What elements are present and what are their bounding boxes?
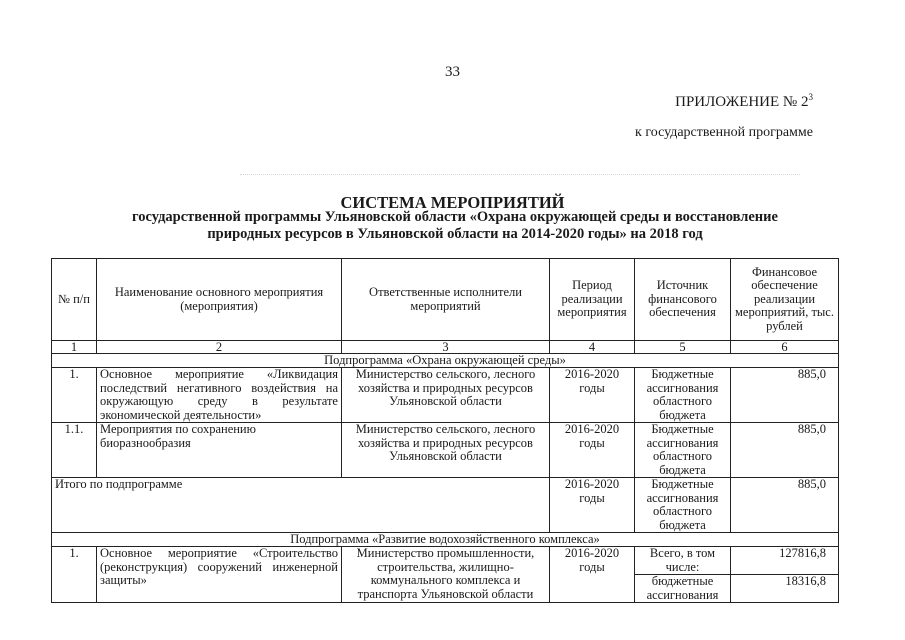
measures-table: [51, 258, 839, 603]
header-period: Период реализации мероприятия: [550, 259, 635, 341]
subprogram-row: [52, 354, 839, 368]
row-period: 2016-2020 годы: [550, 423, 635, 478]
row-amount-budget: 18316,8: [731, 575, 839, 603]
total-period: 2016-2020 годы: [550, 478, 635, 533]
appendix-reference: к государственной программе: [635, 125, 813, 140]
row-source: Бюджетные ассигнования областного бюджета: [635, 368, 731, 423]
column-number-row: [52, 341, 839, 354]
row-period: 2016-2020 годы: [550, 547, 635, 603]
row-source-total: Всего, в том числе:: [635, 547, 731, 575]
subprogram-row: [52, 533, 839, 547]
table-row: [52, 368, 839, 423]
subtitle-line-1: государственной программы Ульяновской области «Охрана окружающей среды и восстановление: [132, 209, 778, 225]
subprogram-title: Подпрограмма «Охрана окружающей среды»: [52, 354, 839, 368]
row-name: Основное мероприятие «Строительство (реконструкция) сооружений инженерной защиты»: [97, 547, 342, 603]
table-row: [52, 547, 839, 575]
row-amount-total: 127816,8: [731, 547, 839, 575]
subtitle-line-2: природных ресурсов в Ульяновской области на 2014-2020 годы» на 2018 год: [207, 226, 703, 242]
row-name: Мероприятия по сохранению биоразнообразия: [97, 423, 342, 478]
page-number: 33: [445, 64, 460, 80]
table-row: [52, 423, 839, 478]
appendix-text: ПРИЛОЖЕНИЕ № 2: [675, 94, 809, 110]
row-amount: 885,0: [731, 368, 839, 423]
row-name: Основное мероприятие «Ликвидация последствий негативного воздействия на окружающую среду в результате экономической деятельности»: [97, 368, 342, 423]
total-amount: 885,0: [731, 478, 839, 533]
appendix-superscript: 3: [808, 92, 813, 102]
total-source: Бюджетные ассигнования областного бюджета: [635, 478, 731, 533]
row-executor: Министерство сельского, лесного хозяйства и природных ресурсов Ульяновской области: [342, 423, 550, 478]
total-label: Итого по подпрограмме: [52, 478, 550, 533]
document-title: СИСТЕМА МЕРОПРИЯТИЙ: [340, 193, 565, 212]
subprogram-title: Подпрограмма «Развитие водохозяйственного комплекса»: [52, 533, 839, 547]
row-period: 2016-2020 годы: [550, 368, 635, 423]
total-row: [52, 478, 839, 533]
header-executor: Ответственные исполнители мероприятий: [342, 259, 550, 341]
document-subtitle: [60, 209, 850, 243]
row-source: Бюджетные ассигнования областного бюджета: [635, 423, 731, 478]
header-source: Источник финансового обеспечения: [635, 259, 731, 341]
row-source-budget: бюджетные ассигнования: [635, 575, 731, 603]
header-amount: Финансовое обеспечение реализации мероприятий, тыс. рублей: [731, 259, 839, 341]
column-number: 6: [731, 341, 839, 354]
row-executor: Министерство сельского, лесного хозяйства и природных ресурсов Ульяновской области: [342, 368, 550, 423]
scan-artifact-line: [240, 174, 800, 175]
header-row: [52, 259, 839, 341]
row-num: 1.1.: [52, 423, 97, 478]
row-executor: Министерство промышленности, строительства, жилищно-коммунального комплекса и транспорта Ульяновской области: [342, 547, 550, 603]
row-num: 1.: [52, 547, 97, 603]
row-amount: 885,0: [731, 423, 839, 478]
row-num: 1.: [52, 368, 97, 423]
header-num: № п/п: [52, 259, 97, 341]
column-number: 3: [342, 341, 550, 354]
column-number: 1: [52, 341, 97, 354]
column-number: 2: [97, 341, 342, 354]
column-number: 5: [635, 341, 731, 354]
header-name: Наименование основного мероприятия (мероприятия): [97, 259, 342, 341]
column-number: 4: [550, 341, 635, 354]
appendix-label: [675, 92, 813, 111]
